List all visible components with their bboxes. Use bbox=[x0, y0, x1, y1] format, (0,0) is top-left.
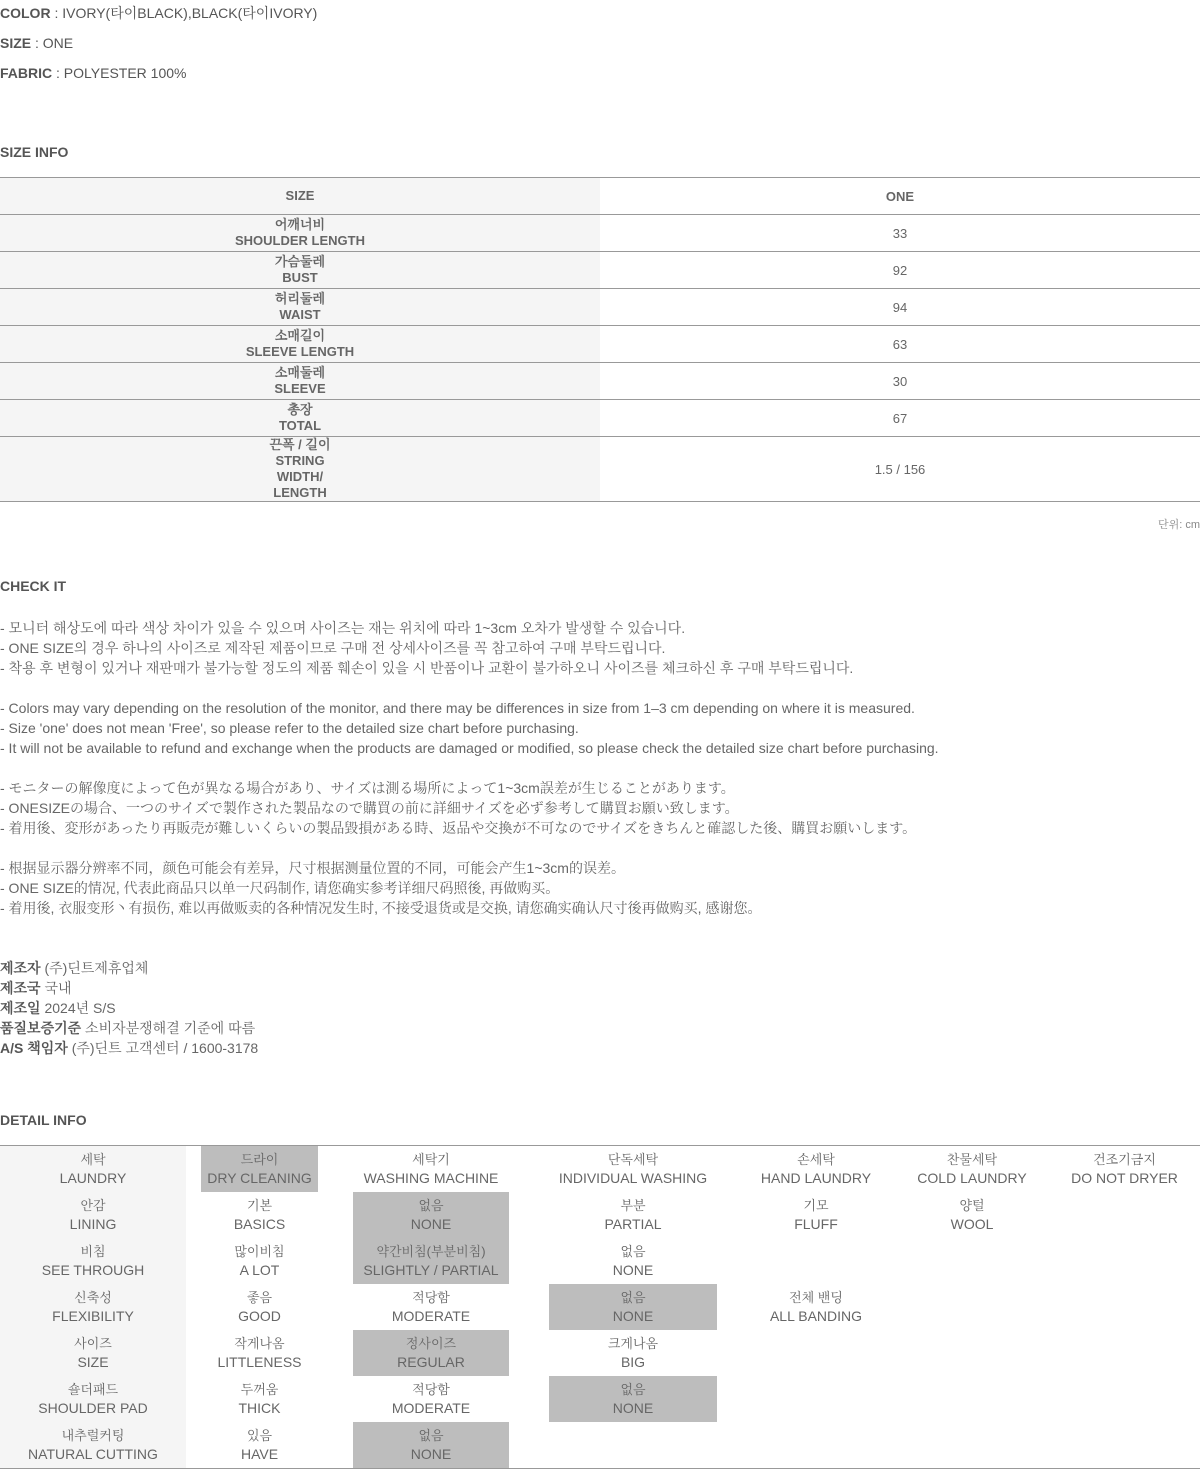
detail-cell bbox=[873, 1422, 1071, 1468]
size-row-ko: 소매둘레 bbox=[274, 365, 326, 380]
table-row bbox=[0, 363, 1200, 400]
check-line: - 着用後, 衣服变形丶有损伤, 难以再做贩卖的各种情况发生时, 不接受退货或是交换, 请您确实确认尺寸後再做购买, 感谢您。 bbox=[0, 900, 762, 916]
size-row-value: 1.5 / 156 bbox=[600, 437, 1200, 502]
maker-line bbox=[0, 1018, 258, 1038]
detail-cell-ko: 숄더패드 bbox=[67, 1382, 119, 1397]
detail-row bbox=[0, 1238, 1200, 1284]
check-line: - 着用後、変形があったり再販売が難しいくらいの製品毀損がある時、返品や交換が不可なのでサイズをきちんと確認した後、購買お願いします。 bbox=[0, 820, 917, 836]
table-row bbox=[0, 437, 1200, 502]
detail-cell-en: MODERATE bbox=[391, 1308, 471, 1324]
maker-label: A/S 책임자 bbox=[0, 1040, 68, 1056]
detail-cell-ko: 있음 bbox=[246, 1428, 273, 1443]
detail-cell bbox=[353, 1146, 509, 1192]
maker-label: 제조국 bbox=[0, 980, 41, 996]
size-row-label bbox=[0, 215, 600, 252]
size-row-label bbox=[0, 400, 600, 437]
maker-line bbox=[0, 1038, 258, 1058]
detail-cell bbox=[873, 1192, 1071, 1238]
detail-cell-ko: 없음 bbox=[620, 1244, 646, 1259]
size-row-value: 67 bbox=[600, 400, 1200, 437]
spec-value: : POLYESTER 100% bbox=[52, 65, 187, 81]
detail-cell-selected bbox=[353, 1330, 509, 1376]
detail-cell-ko: 부분 bbox=[620, 1198, 646, 1213]
spec-fabric bbox=[0, 65, 186, 81]
maker-line bbox=[0, 978, 258, 998]
detail-row-header bbox=[0, 1376, 186, 1422]
maker-value: 2024년 S/S bbox=[40, 1000, 116, 1016]
maker-value: 국내 bbox=[40, 980, 72, 996]
detail-cell-en: SHOULDER PAD bbox=[38, 1400, 148, 1416]
size-row-ko: 가슴둘레 bbox=[274, 254, 326, 269]
size-table-header bbox=[0, 178, 1200, 215]
size-row-value: 33 bbox=[600, 215, 1200, 252]
detail-cell-ko: 손세탁 bbox=[797, 1152, 835, 1167]
maker-value: (주)딘트 고객센터 / 1600-3178 bbox=[67, 1040, 259, 1056]
detail-cell-en: NONE bbox=[612, 1262, 654, 1278]
check-line: - モニターの解像度によって色が異なる場合があり、サイズは測る場所によって1~3cm誤差が生じることがあります。 bbox=[0, 780, 735, 796]
detail-cell-ko: 적당함 bbox=[412, 1290, 450, 1305]
detail-cell-ko: 없음 bbox=[620, 1290, 646, 1305]
detail-cell bbox=[1049, 1330, 1200, 1376]
detail-cell-en: BASICS bbox=[233, 1216, 286, 1232]
detail-row-header bbox=[0, 1146, 186, 1192]
detail-cell bbox=[201, 1422, 318, 1468]
detail-grid bbox=[0, 1145, 1200, 1469]
detail-cell-en: REGULAR bbox=[397, 1354, 465, 1370]
detail-cell bbox=[1049, 1376, 1200, 1422]
detail-cell-en: SLIGHTLY / PARTIAL bbox=[363, 1262, 499, 1278]
size-table bbox=[0, 177, 1200, 502]
detail-cell-en: DRY CLEANING bbox=[207, 1170, 312, 1186]
spec-size bbox=[0, 35, 73, 51]
detail-cell-en: A LOT bbox=[239, 1262, 280, 1278]
detail-cell-ko: 크게나옴 bbox=[607, 1336, 659, 1351]
detail-cell bbox=[873, 1238, 1071, 1284]
spec-label: COLOR bbox=[0, 5, 51, 21]
size-row-en: WAIST bbox=[279, 307, 321, 322]
maker-value: (주)딘트제휴업체 bbox=[40, 960, 149, 976]
detail-cell-en: FLUFF bbox=[794, 1216, 838, 1232]
detail-cell-en: MODERATE bbox=[391, 1400, 471, 1416]
detail-cell bbox=[873, 1284, 1071, 1330]
detail-cell-en: SIZE bbox=[77, 1354, 109, 1370]
detail-cell-ko: 기모 bbox=[803, 1198, 829, 1213]
detail-cell-en: HAVE bbox=[240, 1446, 279, 1462]
detail-cell bbox=[1049, 1422, 1200, 1468]
detail-cell-ko: 건조기금지 bbox=[1093, 1152, 1156, 1167]
detail-cell-en: NONE bbox=[612, 1400, 654, 1416]
detail-row bbox=[0, 1330, 1200, 1376]
detail-cell bbox=[201, 1238, 318, 1284]
detail-cell-ko: 찬물세탁 bbox=[946, 1152, 998, 1167]
detail-cell bbox=[353, 1284, 509, 1330]
unit-note: 단위: cm bbox=[1157, 519, 1200, 531]
detail-cell-en: NONE bbox=[612, 1308, 654, 1324]
maker-value: 소비자분쟁해결 기준에 따름 bbox=[81, 1020, 256, 1036]
detail-cell-ko: 많이비침 bbox=[234, 1244, 285, 1259]
detail-cell-ko: 양털 bbox=[959, 1198, 985, 1213]
spec-color bbox=[0, 5, 317, 21]
check-line: - Size 'one' does not mean 'Free', so please refer to the detailed size chart before purchasing. bbox=[0, 720, 579, 736]
table-row bbox=[0, 400, 1200, 437]
detail-cell-ko: 신축성 bbox=[74, 1290, 112, 1305]
size-row-value: 92 bbox=[600, 252, 1200, 289]
size-row-ko: 총장 bbox=[287, 402, 313, 417]
detail-cell bbox=[549, 1192, 717, 1238]
check-line: - ONE SIZE의 경우 하나의 사이즈로 제작된 제품이므로 구매 전 상세사이즈를 꼭 참고하여 구매 부탁드립니다. bbox=[0, 640, 666, 656]
detail-cell-en: HAND LAUNDRY bbox=[760, 1170, 872, 1186]
detail-cell-ko: 단독세탁 bbox=[607, 1152, 659, 1167]
detail-row bbox=[0, 1284, 1200, 1330]
maker-line bbox=[0, 958, 258, 978]
detail-row-header bbox=[0, 1284, 186, 1330]
detail-cell-ko: 좋음 bbox=[246, 1290, 273, 1305]
size-row-ko: 끈폭 / 길이 bbox=[269, 437, 331, 452]
detail-cell bbox=[549, 1330, 717, 1376]
detail-cell-en: WOOL bbox=[950, 1216, 994, 1232]
detail-cell-en: DO NOT DRYER bbox=[1071, 1170, 1178, 1186]
check-it-title: CHECK IT bbox=[0, 578, 67, 594]
check-line: - Colors may vary depending on the resolution of the monitor, and there may be differences in size from 1–3 cm depending on where it is measured. bbox=[0, 700, 915, 716]
maker-line bbox=[0, 998, 258, 1018]
spec-label: FABRIC bbox=[0, 65, 53, 81]
detail-cell-en: SEE THROUGH bbox=[41, 1262, 145, 1278]
detail-cell-ko: 약간비침(부분비침) bbox=[376, 1244, 486, 1259]
detail-cell bbox=[873, 1376, 1071, 1422]
table-row bbox=[0, 326, 1200, 363]
detail-row-header bbox=[0, 1192, 186, 1238]
size-header-value: ONE bbox=[600, 178, 1200, 215]
detail-cell bbox=[549, 1238, 717, 1284]
size-row-ko: 어깨너비 bbox=[274, 217, 326, 232]
size-info-title: SIZE INFO bbox=[0, 144, 69, 160]
detail-cell bbox=[1049, 1284, 1200, 1330]
table-row bbox=[0, 252, 1200, 289]
detail-cell-en: ALL BANDING bbox=[769, 1308, 863, 1324]
detail-cell-selected bbox=[353, 1422, 509, 1468]
detail-cell bbox=[873, 1146, 1071, 1192]
size-row-label bbox=[0, 437, 600, 502]
detail-cell bbox=[201, 1330, 318, 1376]
detail-info-title: DETAIL INFO bbox=[0, 1112, 87, 1128]
detail-cell-en: PARTIAL bbox=[604, 1216, 662, 1232]
detail-cell-en: BIG bbox=[620, 1354, 646, 1370]
detail-cell-ko: 정사이즈 bbox=[405, 1336, 457, 1351]
check-it-notes bbox=[0, 618, 939, 918]
detail-cell-ko: 세탁 bbox=[80, 1152, 106, 1167]
size-row-en: STRING WIDTH/ LENGTH bbox=[273, 453, 327, 500]
detail-cell bbox=[1049, 1192, 1200, 1238]
check-line: - It will not be available to refund and exchange when the products are damaged or modified, so please check the detailed size chart before purchasing. bbox=[0, 740, 939, 756]
maker-info bbox=[0, 958, 258, 1058]
spec-value: : ONE bbox=[31, 35, 74, 51]
detail-cell bbox=[549, 1422, 717, 1468]
detail-row bbox=[0, 1422, 1200, 1468]
detail-cell-en: WASHING MACHINE bbox=[363, 1170, 499, 1186]
size-row-label bbox=[0, 289, 600, 326]
detail-cell bbox=[201, 1284, 318, 1330]
size-row-en: BUST bbox=[282, 270, 318, 285]
detail-cell bbox=[201, 1376, 318, 1422]
detail-cell bbox=[873, 1330, 1071, 1376]
spec-value: : IVORY(타이BLACK),BLACK(타이IVORY) bbox=[50, 5, 318, 21]
check-line: - ONE SIZE的情况, 代表此商品只以单一尺码制作, 请您确实参考详细尺码照後, 再做购买。 bbox=[0, 880, 560, 896]
check-line: - 착용 후 변형이 있거나 재판매가 불가능할 정도의 제품 훼손이 있을 시 반품이나 교환이 불가하오니 사이즈를 체크하신 후 구매 부탁드립니다. bbox=[0, 660, 854, 676]
size-row-value: 63 bbox=[600, 326, 1200, 363]
detail-cell-en: LAUNDRY bbox=[59, 1170, 127, 1186]
detail-cell-ko: 없음 bbox=[620, 1382, 646, 1397]
detail-cell-en: NONE bbox=[410, 1446, 452, 1462]
detail-cell-ko: 안감 bbox=[80, 1198, 106, 1213]
detail-cell-selected bbox=[201, 1146, 318, 1192]
detail-cell-ko: 드라이 bbox=[240, 1152, 279, 1167]
detail-cell-selected bbox=[353, 1192, 509, 1238]
size-row-label bbox=[0, 326, 600, 363]
detail-cell-ko: 없음 bbox=[418, 1428, 444, 1443]
detail-cell-ko: 세탁기 bbox=[412, 1152, 450, 1167]
size-row-ko: 소매길이 bbox=[274, 328, 326, 343]
detail-cell bbox=[201, 1192, 318, 1238]
size-row-en: SLEEVE LENGTH bbox=[245, 344, 355, 359]
size-header-label: SIZE bbox=[0, 178, 600, 215]
check-line: - ONESIZEの場合、一つのサイズで製作された製品なので購買の前に詳細サイズを必ず参考して購買お願い致します。 bbox=[0, 800, 739, 816]
detail-row-header bbox=[0, 1238, 186, 1284]
detail-cell-en: COLD LAUNDRY bbox=[917, 1170, 1027, 1186]
detail-cell-ko: 없음 bbox=[418, 1198, 444, 1213]
detail-cell-en: FLEXIBILITY bbox=[52, 1308, 134, 1324]
detail-row bbox=[0, 1192, 1200, 1238]
detail-row-header bbox=[0, 1330, 186, 1376]
size-row-value: 30 bbox=[600, 363, 1200, 400]
detail-cell-en: INDIVIDUAL WASHING bbox=[558, 1170, 708, 1186]
size-row-label bbox=[0, 363, 600, 400]
maker-label: 제조일 bbox=[0, 1000, 41, 1016]
detail-cell-selected bbox=[549, 1376, 717, 1422]
detail-cell bbox=[1049, 1146, 1200, 1192]
check-line: - 모니터 해상도에 따라 색상 차이가 있을 수 있으며 사이즈는 재는 위치에 따라 1~3cm 오차가 발생할 수 있습니다. bbox=[0, 620, 686, 636]
maker-label: 제조자 bbox=[0, 960, 41, 976]
size-row-en: SHOULDER LENGTH bbox=[235, 233, 365, 248]
check-line: - 根据显示器分辨率不同，颜色可能会有差异，尺寸根据测量位置的不同，可能会产生1~3cm的误差。 bbox=[0, 860, 625, 876]
detail-cell-ko: 사이즈 bbox=[74, 1336, 112, 1351]
detail-cell bbox=[549, 1146, 717, 1192]
table-row bbox=[0, 289, 1200, 326]
size-row-en: SLEEVE bbox=[274, 381, 326, 396]
detail-row-header bbox=[0, 1422, 186, 1468]
detail-cell-en: THICK bbox=[238, 1400, 281, 1416]
size-row-value: 94 bbox=[600, 289, 1200, 326]
size-row-en: TOTAL bbox=[278, 418, 322, 433]
maker-label: 품질보증기준 bbox=[0, 1020, 82, 1036]
size-row-ko: 허리둘레 bbox=[274, 291, 326, 306]
detail-cell-ko: 적당함 bbox=[412, 1382, 450, 1397]
detail-cell-ko: 두꺼움 bbox=[240, 1382, 279, 1397]
detail-cell-ko: 전체 밴딩 bbox=[789, 1290, 843, 1305]
size-row-label bbox=[0, 252, 600, 289]
detail-cell-ko: 비침 bbox=[80, 1244, 106, 1259]
detail-cell-en: NONE bbox=[410, 1216, 452, 1232]
detail-cell bbox=[1049, 1238, 1200, 1284]
detail-cell-en: NATURAL CUTTING bbox=[28, 1446, 158, 1462]
detail-cell-ko: 내추럴커팅 bbox=[61, 1428, 125, 1443]
detail-cell-ko: 작게나옴 bbox=[234, 1336, 285, 1351]
detail-row bbox=[0, 1146, 1200, 1192]
spec-label: SIZE bbox=[0, 35, 32, 51]
detail-cell-en: GOOD bbox=[238, 1308, 281, 1324]
table-row bbox=[0, 215, 1200, 252]
detail-cell-selected bbox=[549, 1284, 717, 1330]
detail-cell-en: LITTLENESS bbox=[217, 1354, 302, 1370]
detail-cell bbox=[353, 1376, 509, 1422]
detail-cell-selected bbox=[353, 1238, 509, 1284]
detail-cell-en: LINING bbox=[69, 1216, 117, 1232]
detail-cell-ko: 기본 bbox=[246, 1198, 273, 1213]
detail-row bbox=[0, 1376, 1200, 1422]
